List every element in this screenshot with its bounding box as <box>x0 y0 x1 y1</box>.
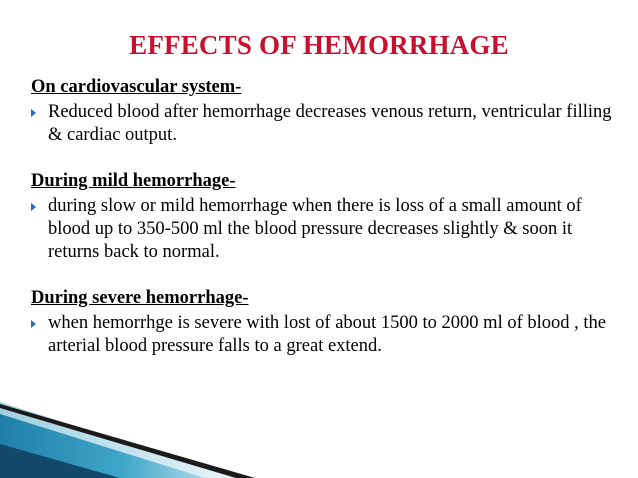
bullet-arrow-icon <box>31 320 36 328</box>
swoosh-teal-band <box>0 414 205 478</box>
bullet-item <box>31 101 621 147</box>
swoosh-dark-stripe <box>0 404 255 478</box>
bullet-arrow-icon <box>31 109 36 117</box>
slide-title: EFFECTS OF HEMORRHAGE <box>129 30 509 60</box>
decorative-swoosh <box>0 396 638 478</box>
bullet-text: Reduced blood after hemorrhage decreases venous return, ventricular filling & cardiac output. <box>48 102 612 145</box>
bullet-arrow-icon <box>31 203 36 211</box>
section-heading-mild: During mild hemorrhage- <box>31 171 236 191</box>
slide-content <box>31 76 621 358</box>
swoosh-dark-wedge <box>0 444 120 478</box>
section-heading-severe: During severe hemorrhage- <box>31 288 249 308</box>
bullet-item <box>31 195 621 264</box>
spacer <box>31 147 621 170</box>
section-heading-cardiovascular: On cardiovascular system- <box>31 77 242 97</box>
bullet-text: during slow or mild hemorrhage when there is loss of a small amount of blood up to 350-500 ml the blood pressure decreases slightly & soon it returns back to normal. <box>48 196 582 262</box>
bullet-text: when hemorrhge is severe with lost of about 1500 to 2000 ml of blood , the arterial blood pressure falls to a great extend. <box>48 313 606 356</box>
swoosh-light-band <box>0 402 240 478</box>
spacer <box>31 264 621 287</box>
bullet-item <box>31 312 621 358</box>
